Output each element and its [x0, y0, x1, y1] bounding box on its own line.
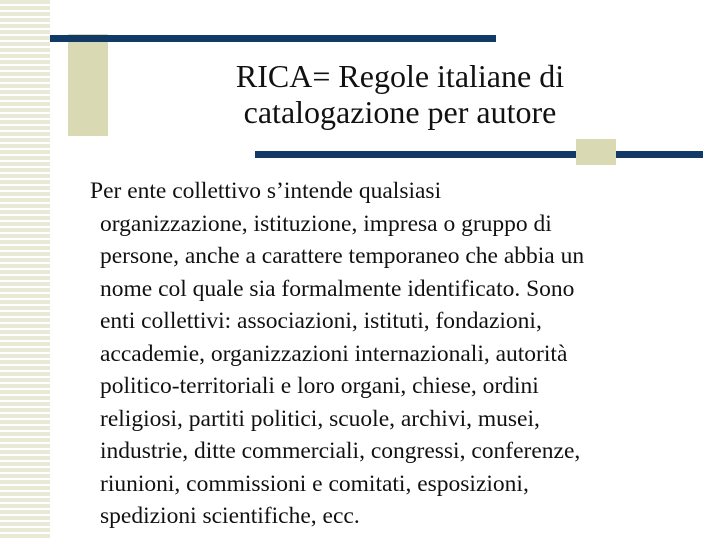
body-line: persone, anche a carattere temporaneo che abbia un [100, 243, 585, 269]
body-line: organizzazione, istituzione, impresa o gruppo di [100, 210, 552, 237]
title-rule-top [50, 35, 496, 42]
slide-body [90, 175, 690, 533]
title-line: RICA= Regole italiane di [235, 58, 565, 94]
body-line: nome col quale sia formalmente identificato. Sono [100, 275, 575, 302]
decorative-block-top [68, 34, 108, 136]
title-line: catalogazione per autore [243, 94, 557, 130]
body-line: accademie, organizzazioni internazionali, autorità [100, 340, 568, 367]
decorative-stripes [0, 0, 50, 540]
body-line: politico-territoriali e loro organi, chiese, ordini [100, 373, 539, 399]
body-line: enti collettivi: associazioni, istituti, fondazioni, [100, 308, 542, 334]
body-line: religiosi, partiti politici, scuole, archivi, musei, [100, 405, 540, 432]
body-line: industrie, ditte commerciali, congressi, conferenze, [100, 438, 581, 464]
decorative-block-bottom [576, 139, 616, 165]
body-line: Per ente collettivo s’intende qualsiasi [90, 178, 442, 204]
body-line: riunioni, commissioni e comitati, esposizioni, [100, 470, 529, 497]
title-rule-bottom [255, 151, 703, 158]
slide-title [150, 58, 650, 130]
body-line: spedizioni scientifiche, ecc. [100, 503, 360, 529]
